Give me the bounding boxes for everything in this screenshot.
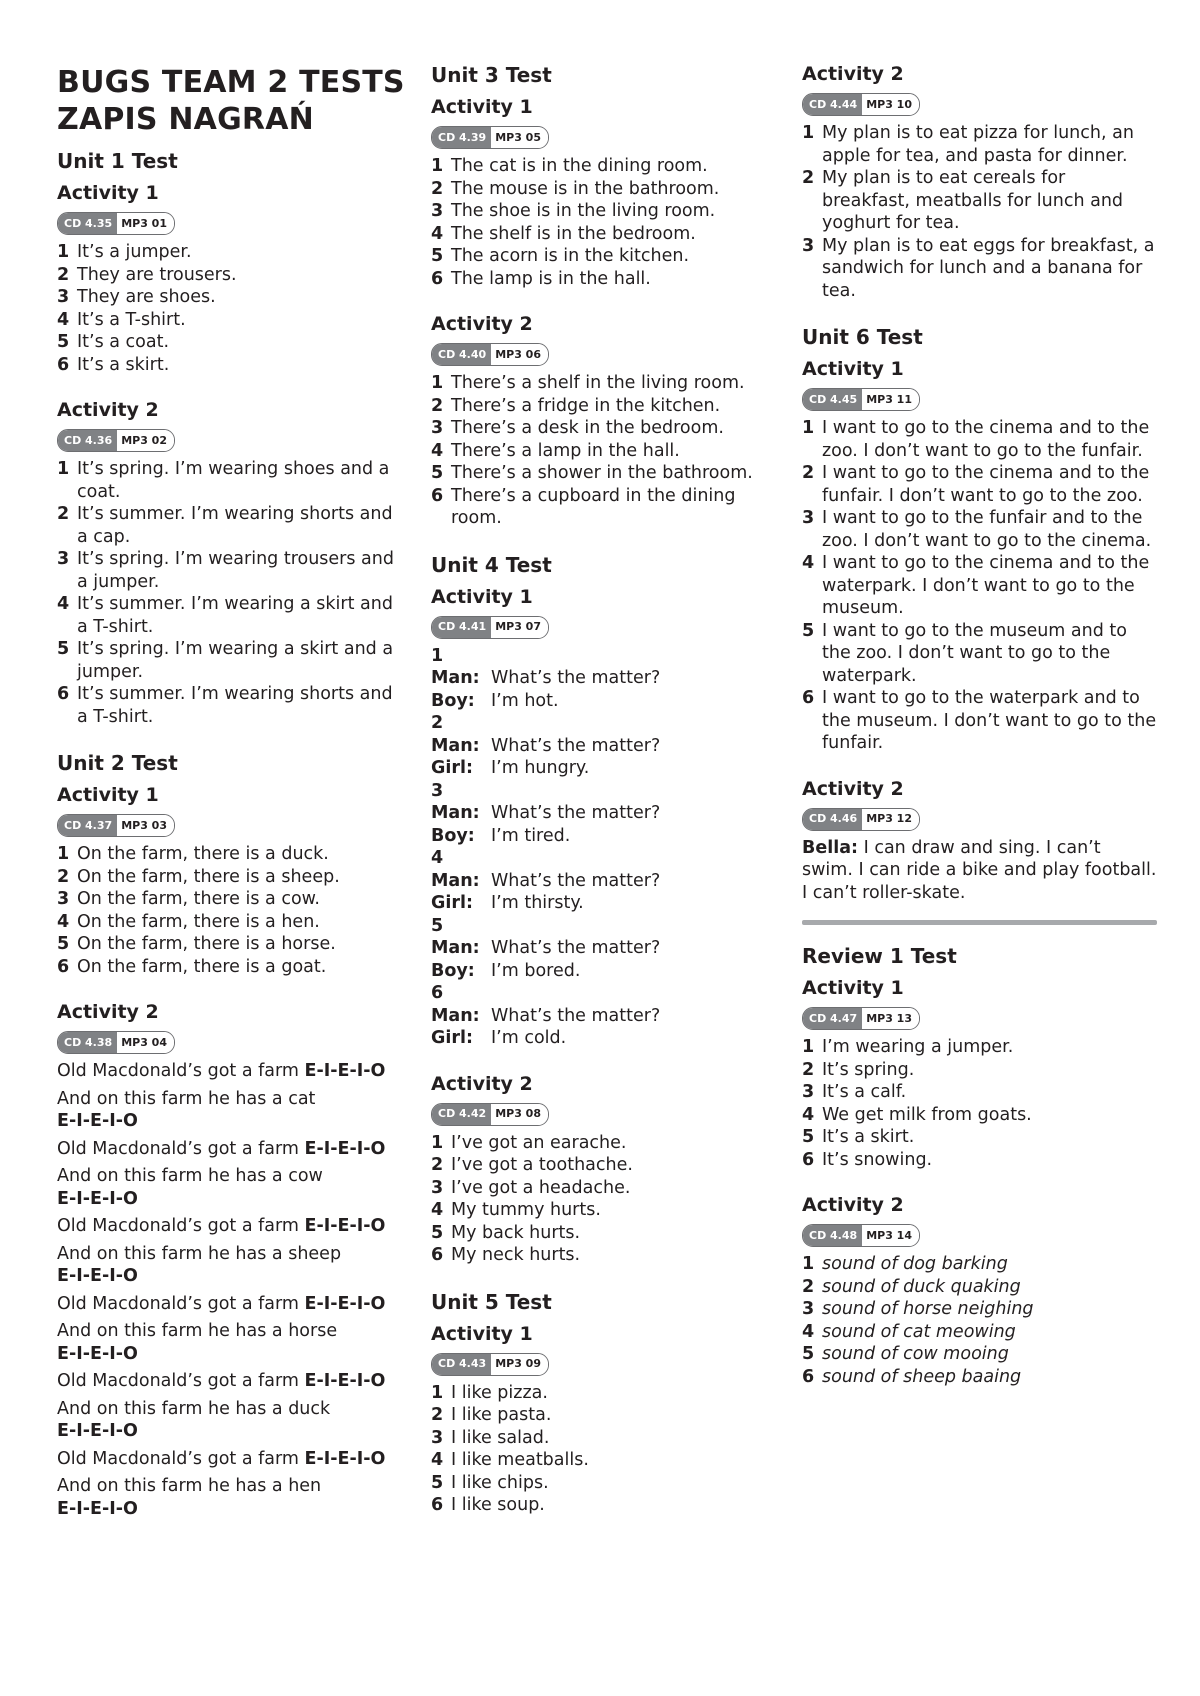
list-item (431, 1132, 781, 1155)
list-item (57, 286, 402, 309)
song-line: Old Macdonald’s got a farm E-I-E-I-O (57, 1138, 386, 1159)
dialogue-number: 1 (431, 645, 444, 666)
item-number: 4 (431, 223, 444, 244)
speaker-label: Man: (431, 870, 480, 891)
item-number: 4 (802, 1321, 815, 1342)
item-text: I’m wearing a jumper. (822, 1037, 1014, 1057)
dialogue-text: What’s the matter? (491, 735, 661, 756)
list-item (57, 593, 402, 638)
list-item (431, 1382, 781, 1405)
dialogue-number: 3 (431, 780, 444, 801)
list-item (57, 933, 402, 956)
activity-heading: Activity 1 (57, 182, 159, 204)
item-list (431, 1132, 781, 1267)
list-item (57, 331, 402, 354)
audio-track-badge: CD 4.42 MP3 08 (431, 1103, 549, 1126)
item-text: My plan is to eat cereals for breakfast, meatballs for lunch and yoghurt for tea. (822, 168, 1124, 233)
dialogue-line (431, 825, 781, 848)
item-text: There’s a fridge in the kitchen. (451, 395, 721, 416)
activity-heading: Activity 1 (57, 784, 159, 806)
list-item (802, 552, 1157, 620)
list-item (802, 417, 1157, 462)
unit-heading: Unit 3 Test (431, 63, 552, 87)
item-list (802, 1253, 1157, 1388)
item-number: 4 (431, 1450, 444, 1470)
item-text: It’s a coat. (77, 332, 170, 352)
item-number: 5 (431, 1222, 444, 1243)
item-text: They are trousers. (77, 264, 237, 285)
item-number: 4 (802, 1104, 815, 1125)
speaker-label: Girl: (431, 893, 473, 913)
dialogue-number: 6 (431, 983, 444, 1003)
list-item (802, 507, 1157, 552)
item-text: The shoe is in the living room. (451, 201, 716, 221)
item-text: sound of horse neighing (822, 1299, 1034, 1319)
audio-track-badge: CD 4.41 MP3 07 (431, 616, 549, 639)
dialogue-text: What’s the matter? (491, 803, 661, 823)
activity-heading: Activity 1 (802, 358, 904, 380)
dialogue-line (431, 960, 781, 983)
activity-heading: Activity 2 (802, 777, 904, 800)
activity-heading: Activity 2 (57, 1001, 159, 1023)
list-item (57, 241, 402, 264)
list-item (802, 167, 1157, 235)
item-number: 2 (431, 1155, 444, 1175)
speaker-label: Man: (431, 938, 480, 958)
list-item (802, 1276, 1157, 1299)
list-item (431, 1427, 781, 1450)
item-text: On the farm, there is a hen. (77, 911, 320, 932)
item-list (802, 1036, 1157, 1171)
unit-heading: Review 1 Test (802, 944, 957, 968)
item-number: 3 (431, 1177, 444, 1198)
audio-track-badge: CD 4.47 MP3 13 (802, 1007, 920, 1030)
item-text: I like meatballs. (451, 1450, 589, 1470)
item-text: I like chips. (451, 1472, 549, 1493)
list-item (57, 638, 402, 683)
activity-heading: Activity 2 (431, 313, 533, 335)
item-text: It’s a calf. (822, 1082, 907, 1102)
item-text: They are shoes. (77, 287, 216, 307)
song-line: And on this farm he has a horse E-I-E-I-O (57, 1321, 338, 1364)
item-text: On the farm, there is a duck. (77, 844, 329, 864)
speaker-label: Man: (431, 735, 480, 756)
item-text: There’s a shelf in the living room. (451, 373, 745, 393)
dialogue-number: 5 (431, 915, 444, 936)
speaker-label: Boy: (431, 960, 475, 981)
unit-heading: Unit 6 Test (802, 325, 923, 349)
item-number: 2 (802, 1276, 815, 1297)
list-item (431, 1244, 781, 1267)
item-number: 1 (431, 1132, 444, 1153)
dialogue-line (431, 735, 781, 758)
item-list (57, 241, 402, 376)
item-text: I want to go to the museum and to the zoo. I don’t want to go to the waterpark. (822, 620, 1127, 686)
item-number: 5 (57, 639, 70, 659)
song-line: Old Macdonald’s got a farm E-I-E-I-O (57, 1371, 386, 1391)
item-number: 3 (57, 549, 70, 569)
item-number: 4 (431, 440, 444, 461)
list-item (57, 548, 402, 593)
list-item (431, 462, 781, 485)
item-text: I like salad. (451, 1427, 550, 1448)
item-text: There’s a lamp in the hall. (451, 440, 680, 461)
dialogue-text: What’s the matter? (491, 870, 661, 891)
item-number: 4 (802, 553, 815, 573)
item-number: 6 (431, 1245, 444, 1265)
activity-heading: Activity 1 (431, 96, 533, 118)
list-item (57, 888, 402, 911)
activity-heading: Activity 2 (57, 399, 159, 421)
item-number: 3 (57, 287, 70, 307)
item-text: It’s summer. I’m wearing shorts and a cap. (77, 504, 393, 547)
item-text: I want to go to the cinema and to the waterpark. I don’t want to go to the museum. (822, 553, 1150, 618)
item-number: 3 (802, 1082, 815, 1102)
unit-heading: Unit 1 Test (57, 149, 178, 173)
item-number: 6 (431, 485, 444, 506)
song-line: Old Macdonald’s got a farm E-I-E-I-O (57, 1293, 386, 1314)
column-2 (431, 62, 781, 1517)
song-line: Old Macdonald’s got a farm E-I-E-I-O (57, 1448, 386, 1469)
dialogue-line (431, 667, 781, 690)
item-text: On the farm, there is a goat. (77, 956, 327, 977)
item-text: sound of cat meowing (822, 1321, 1016, 1342)
audio-track-badge: CD 4.37 MP3 03 (57, 814, 175, 837)
dialogue-list (431, 645, 781, 1050)
item-text: It’s spring. I’m wearing a skirt and a jumper. (77, 639, 394, 682)
list-item (431, 1472, 781, 1495)
song-line: And on this farm he has a cow E-I-E-I-O (57, 1166, 323, 1209)
monologue-text: I can draw and sing. I can’t swim. I can ride a bike and play football. I can’t roller-skate. (802, 837, 1157, 903)
item-text: I want to go to the cinema and to the zoo. I don’t want to go to the funfair. (822, 418, 1150, 461)
list-item (57, 866, 402, 889)
item-number: 6 (431, 268, 444, 289)
list-item (802, 620, 1157, 688)
item-number: 6 (57, 956, 70, 977)
dialogue-line (431, 802, 781, 825)
item-number: 3 (802, 235, 815, 256)
song-line: Old Macdonald’s got a farm E-I-E-I-O (57, 1216, 386, 1236)
item-text: My back hurts. (451, 1222, 581, 1243)
item-text: The acorn is in the kitchen. (451, 246, 690, 266)
audio-track-badge: CD 4.38 MP3 04 (57, 1031, 175, 1054)
list-item (802, 1253, 1157, 1276)
list-item (57, 843, 402, 866)
dialogue-text: I’m tired. (491, 825, 571, 846)
item-list (57, 843, 402, 978)
list-item (802, 1298, 1157, 1321)
dialogue-text: I’m thirsty. (491, 893, 584, 913)
song-line: Old Macdonald’s got a farm E-I-E-I-O (57, 1061, 386, 1081)
list-item (431, 200, 781, 223)
item-text: sound of duck quaking (822, 1276, 1021, 1297)
list-item (802, 122, 1157, 167)
item-number: 1 (57, 844, 70, 864)
speaker-label: Man: (431, 668, 480, 688)
list-item (431, 395, 781, 418)
dialogue-text: I’m hungry. (491, 758, 590, 778)
activity-heading: Activity 1 (802, 977, 904, 999)
column-3 (802, 62, 1157, 1388)
item-text: We get milk from goats. (822, 1104, 1032, 1125)
item-text: I like pasta. (451, 1405, 552, 1425)
speaker-label: Boy: (431, 690, 475, 711)
item-number: 2 (431, 1405, 444, 1425)
list-item (802, 1366, 1157, 1389)
item-number: 4 (57, 594, 70, 614)
list-item (802, 1321, 1157, 1344)
song-line: And on this farm he has a sheep E-I-E-I-O (57, 1243, 342, 1286)
list-item (431, 440, 781, 463)
item-number: 3 (802, 1299, 815, 1319)
item-number: 1 (802, 1254, 815, 1274)
item-text: The mouse is in the bathroom. (451, 178, 720, 199)
item-text: It’s spring. (822, 1059, 915, 1080)
page-title: BUGS TEAM 2 TESTS ZAPIS NAGRAŃ (57, 65, 405, 137)
audio-track-badge: CD 4.46 MP3 12 (802, 808, 920, 831)
item-text: sound of dog barking (822, 1254, 1008, 1274)
list-item (802, 687, 1157, 755)
list-item (57, 309, 402, 332)
list-item (431, 245, 781, 268)
dialogue-number: 4 (431, 848, 444, 868)
item-text: I want to go to the waterpark and to the museum. I don’t want to go to the funfair. (822, 688, 1157, 753)
dialogue-line (431, 1005, 781, 1028)
item-text: My neck hurts. (451, 1245, 581, 1265)
column-1 (57, 62, 405, 1525)
list-item (57, 458, 402, 503)
speaker-label: Man: (431, 803, 480, 823)
list-item (802, 462, 1157, 507)
item-number: 5 (802, 1127, 815, 1147)
song-line: And on this farm he has a duck E-I-E-I-O (57, 1398, 331, 1441)
item-number: 3 (802, 508, 815, 528)
audio-track-badge: CD 4.43 MP3 09 (431, 1353, 549, 1376)
dialogue-text: What’s the matter? (491, 668, 661, 688)
item-list (431, 155, 781, 290)
item-number: 1 (431, 1382, 444, 1403)
item-text: There’s a desk in the bedroom. (451, 418, 724, 438)
item-number: 1 (802, 1037, 815, 1057)
list-item (802, 1081, 1157, 1104)
list-item (431, 485, 781, 530)
item-text: It’s a skirt. (822, 1127, 915, 1147)
list-item (802, 1126, 1157, 1149)
item-text: There’s a cupboard in the dining room. (451, 485, 736, 528)
item-text: It’s a skirt. (77, 354, 170, 375)
song-line: And on this farm he has a hen E-I-E-I-O (57, 1476, 322, 1519)
speaker-label: Man: (431, 1005, 480, 1026)
dialogue-text: I’m bored. (491, 960, 581, 981)
item-number: 1 (431, 373, 444, 393)
dialogue-text: What’s the matter? (491, 938, 661, 958)
item-number: 6 (802, 688, 815, 708)
item-text: The shelf is in the bedroom. (451, 223, 696, 244)
activity-heading: Activity 1 (431, 585, 533, 608)
item-number: 2 (802, 168, 815, 188)
item-text: I want to go to the funfair and to the zoo. I don’t want to go to the cinema. (822, 508, 1152, 551)
item-number: 2 (431, 395, 444, 416)
item-text: It’s summer. I’m wearing a skirt and a T-shirt. (77, 594, 393, 637)
audio-track-badge: CD 4.48 MP3 14 (802, 1224, 920, 1247)
audio-track-badge: CD 4.44 MP3 10 (802, 93, 920, 116)
activity-heading: Activity 2 (431, 1072, 533, 1095)
item-number: 6 (802, 1366, 815, 1387)
item-text: My plan is to eat eggs for breakfast, a sandwich for lunch and a banana for tea. (822, 235, 1155, 301)
dialogue-line (431, 757, 781, 780)
speaker-label: Girl: (431, 758, 473, 778)
item-number: 3 (431, 201, 444, 221)
audio-track-badge: CD 4.36 MP3 02 (57, 429, 175, 452)
item-text: sound of cow mooing (822, 1344, 1009, 1364)
list-item (57, 503, 402, 548)
speaker-label: Girl: (431, 1028, 473, 1048)
list-item (431, 1154, 781, 1177)
item-number: 6 (802, 1149, 815, 1170)
item-text: I want to go to the cinema and to the funfair. I don’t want to go to the zoo. (822, 463, 1150, 506)
item-list (802, 417, 1157, 755)
item-number: 3 (57, 889, 70, 909)
item-number: 6 (57, 684, 70, 704)
item-number: 5 (802, 620, 815, 641)
item-text: The lamp is in the hall. (451, 268, 651, 289)
activity-heading: Activity 2 (802, 63, 904, 85)
item-number: 4 (431, 1200, 444, 1220)
list-item (802, 235, 1157, 303)
item-text: I’ve got a headache. (451, 1177, 631, 1198)
list-item (57, 354, 402, 377)
activity-heading: Activity 1 (431, 1322, 533, 1345)
list-item (431, 268, 781, 291)
item-number: 2 (57, 866, 70, 887)
list-item (57, 911, 402, 934)
item-text: It’s spring. I’m wearing trousers and a jumper. (77, 549, 394, 592)
audio-track-badge: CD 4.40 MP3 06 (431, 343, 549, 366)
item-number: 1 (57, 242, 70, 262)
item-text: It’s a T-shirt. (77, 309, 186, 330)
item-text: It’s summer. I’m wearing shorts and a T-shirt. (77, 684, 393, 727)
item-number: 5 (57, 332, 70, 352)
dialogue-text: I’m cold. (491, 1028, 567, 1048)
audio-track-badge: CD 4.39 MP3 05 (431, 126, 549, 149)
list-item (431, 1404, 781, 1427)
list-item (802, 1059, 1157, 1082)
item-number: 5 (431, 463, 444, 483)
item-number: 1 (431, 156, 444, 176)
item-list (802, 122, 1157, 302)
list-item (431, 1449, 781, 1472)
item-list (431, 372, 781, 530)
item-number: 2 (57, 504, 70, 524)
item-text: It’s snowing. (822, 1149, 933, 1170)
item-text: My plan is to eat pizza for lunch, an apple for tea, and pasta for dinner. (822, 123, 1134, 166)
list-item (431, 417, 781, 440)
list-item (431, 1494, 781, 1517)
item-number: 5 (57, 934, 70, 954)
dialogue-number: 2 (431, 713, 444, 733)
list-item (431, 155, 781, 178)
section-divider (802, 920, 1157, 925)
dialogue-text: I’m hot. (491, 690, 559, 711)
unit-heading: Unit 2 Test (57, 751, 178, 775)
list-item (802, 1343, 1157, 1366)
dialogue-line (431, 690, 781, 713)
song-lyrics (57, 1060, 402, 1520)
item-number: 4 (57, 309, 70, 330)
item-text: I’ve got a toothache. (451, 1155, 633, 1175)
list-item (431, 1199, 781, 1222)
item-number: 2 (802, 1059, 815, 1080)
item-number: 1 (802, 418, 815, 438)
item-number: 5 (431, 246, 444, 266)
audio-track-badge: CD 4.45 MP3 11 (802, 388, 920, 411)
item-text: On the farm, there is a horse. (77, 934, 336, 954)
dialogue-text: What’s the matter? (491, 1005, 661, 1026)
item-text: On the farm, there is a sheep. (77, 866, 340, 887)
item-text: It’s a jumper. (77, 242, 192, 262)
item-text: I like soup. (451, 1495, 545, 1515)
item-number: 3 (431, 1427, 444, 1448)
song-line: And on this farm he has a cat E-I-E-I-O (57, 1088, 316, 1131)
item-number: 2 (802, 463, 815, 483)
unit-heading: Unit 4 Test (431, 552, 552, 577)
item-text: The cat is in the dining room. (451, 156, 708, 176)
item-text: sound of sheep baaing (822, 1366, 1022, 1387)
item-number: 3 (431, 418, 444, 438)
monologue (802, 837, 1157, 905)
item-number: 1 (57, 459, 70, 479)
item-text: I like pizza. (451, 1382, 548, 1403)
dialogue-line (431, 870, 781, 893)
item-number: 6 (431, 1495, 444, 1515)
unit-heading: Unit 5 Test (431, 1289, 552, 1314)
activity-heading: Activity 2 (802, 1194, 904, 1216)
list-item (57, 264, 402, 287)
list-item (431, 223, 781, 246)
item-number: 2 (431, 178, 444, 199)
item-number: 1 (802, 123, 815, 143)
speaker-label: Boy: (431, 825, 475, 846)
list-item (802, 1104, 1157, 1127)
list-item (431, 1177, 781, 1200)
dialogue-line (431, 937, 781, 960)
list-item (802, 1149, 1157, 1172)
item-text: It’s spring. I’m wearing shoes and a coat. (77, 459, 390, 502)
item-number: 2 (57, 264, 70, 285)
list-item (57, 683, 402, 728)
item-text: My tummy hurts. (451, 1200, 601, 1220)
item-text: I’ve got an earache. (451, 1132, 627, 1153)
item-list (431, 1382, 781, 1517)
list-item (802, 1036, 1157, 1059)
list-item (431, 178, 781, 201)
item-list (57, 458, 402, 728)
speaker-label: Bella: (802, 837, 859, 858)
list-item (431, 372, 781, 395)
audio-track-badge: CD 4.35 MP3 01 (57, 212, 175, 235)
list-item (57, 956, 402, 979)
dialogue-line (431, 892, 781, 915)
dialogue-line (431, 1027, 781, 1050)
item-number: 5 (431, 1472, 444, 1493)
item-number: 6 (57, 354, 70, 375)
list-item (431, 1222, 781, 1245)
item-text: On the farm, there is a cow. (77, 889, 320, 909)
item-number: 5 (802, 1344, 815, 1364)
item-text: There’s a shower in the bathroom. (451, 463, 753, 483)
item-number: 4 (57, 911, 70, 932)
